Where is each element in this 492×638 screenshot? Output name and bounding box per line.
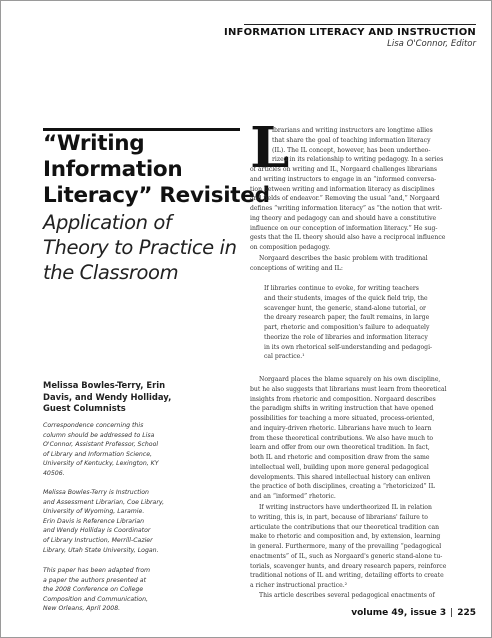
drop-cap: L	[250, 115, 290, 181]
author-bios	[43, 488, 233, 555]
sidebar-line: University of Kentucky, Lexington, KY	[43, 460, 159, 468]
quote-line: part, rhetoric and composition's failure to adequately	[264, 324, 430, 331]
body-line: possibilities for teaching a more situated, process-oriented,	[250, 415, 435, 422]
body-line: and writing instructors to engage in an “informed conversa-	[250, 175, 437, 183]
body-line: from these theoretical contributions. We also have much to	[250, 434, 434, 442]
author-line: Davis, and Wendy Holliday,	[43, 391, 172, 402]
body-paragraph-2	[250, 254, 476, 274]
quote-line: scavenger hunt, the generic, stand-alone tutorial, or	[264, 304, 426, 312]
body-line: ibrarians and writing instructors are longtime allies	[272, 127, 433, 134]
body-line: in general. Furthermore, many of the prevailing “pedagogical	[250, 543, 442, 550]
body-line: Norgaard places the blame squarely on his own discipline,	[259, 376, 441, 383]
body-line: developments. This shared intellectual history can enliven	[250, 473, 431, 481]
title-line: “Writing	[43, 131, 145, 156]
sidebar-line: Melissa Bowles-Terry is Instruction	[43, 489, 149, 496]
body-paragraph-5	[250, 591, 476, 601]
article-title	[43, 131, 270, 209]
body-line: traditional notions of IL and writing, detailing efforts to create	[250, 572, 444, 580]
sidebar-line: O'Connor, Assistant Professor, School	[43, 441, 159, 449]
sidebar-line: the 2008 Conference on College	[43, 586, 144, 594]
footer-separator: |	[450, 608, 454, 618]
body-line: gests that the IL theory should also have a reciprocal influence	[250, 234, 446, 242]
header-rule	[244, 24, 476, 25]
sidebar-line: New Orleans, April 2008.	[43, 605, 121, 613]
body-line: This article describes several pedagogical enactments of	[259, 592, 435, 599]
body-line: enactments” of IL, such as Norgaard's generic stand-alone tu-	[250, 552, 443, 560]
column-editor: Lisa O'Connor, Editor	[387, 39, 476, 49]
body-line: articulate the contributions that our theoretical tradition can	[250, 523, 440, 531]
author-line: Guest Columnists	[43, 403, 126, 413]
subtitle-line: Application of	[43, 211, 172, 234]
body-line: that share the goal of teaching information literacy	[272, 136, 431, 144]
body-line: influence on our conception of information literacy.” He sug-	[250, 224, 438, 232]
body-line: the practice of both disciplines, creating a “rhetoricized” IL	[250, 483, 435, 491]
quote-line: in its own rhetorical self-understanding and pedagogi-	[264, 343, 433, 351]
quote-line: theorize the role of libraries and information literacy	[264, 333, 428, 341]
subtitle-line: the Classroom	[43, 261, 179, 284]
sidebar-line: Correspondence concerning this	[43, 422, 144, 429]
sidebar-line: Composition and Communication,	[43, 595, 148, 603]
body-line: of articles on writing and IL, Norgaard challenges librarians	[250, 166, 438, 173]
correspondence-note	[43, 421, 233, 479]
body-line: ing theory and pedagogy can and should have a constitutive	[250, 214, 437, 222]
body-line: If writing instructors have undertheorized IL in relation	[259, 504, 432, 511]
sidebar-line: Erin Davis is Reference Librarian	[43, 517, 145, 525]
body-line: and inquiry-driven rhetoric. Librarians have much to learn	[250, 424, 432, 432]
body-line: and an “informed” rhetoric.	[250, 493, 336, 500]
quote-line: If libraries continue to evoke, for writing teachers	[264, 285, 419, 292]
body-line: and fields of endeavor.” Removing the usual “and,” Norgaard	[250, 195, 440, 203]
sidebar-line: column should be addressed to Lisa	[43, 431, 155, 439]
sidebar-line: and Wendy Holliday is Coordinator	[43, 527, 151, 535]
sidebar-line: of Library and Information Science,	[43, 450, 152, 458]
body-line: torials, scavenger hunts, and dreary research papers, reinforce	[250, 562, 447, 570]
sidebar-line: University of Wyoming, Laramie.	[43, 508, 145, 516]
sidebar-line: a paper the authors presented at	[43, 576, 147, 584]
body-paragraph-1	[250, 115, 476, 253]
body-paragraph-4	[250, 503, 476, 591]
block-quote	[264, 284, 464, 362]
quote-line: and their students, images of the quick field trip, the	[264, 294, 428, 302]
author-line: Melissa Bowles-Terry, Erin	[43, 380, 166, 390]
author-byline	[43, 380, 233, 415]
body-line: a richer instructional practice.²	[250, 582, 348, 589]
body-line: conceptions of writing and IL:	[250, 264, 343, 272]
quote-line: the dreary research paper, the fault remains, in large	[264, 314, 430, 322]
sidebar-line: 40506.	[43, 469, 65, 477]
body-line: on composition pedagogy.	[250, 244, 331, 251]
article-subtitle	[43, 210, 258, 285]
body-line: but he also suggests that librarians must learn from theoretical	[250, 385, 447, 393]
body-line: defines “writing information literacy” as “the notion that writ-	[250, 205, 443, 212]
sidebar-line: Library, Utah State University, Logan.	[43, 546, 159, 554]
title-line: Literacy” Revisited	[43, 183, 270, 208]
body-line: make to rhetoric and composition and, by extension, learning	[250, 533, 441, 541]
subtitle-line: Theory to Practice in	[43, 236, 237, 259]
sidebar-line: of Library Instruction, Merrill-Cazier	[43, 536, 153, 544]
body-line: Norgaard describes the basic problem with traditional	[259, 255, 428, 262]
body-line: to writing, this is, in part, because of librarians' failure to	[250, 513, 428, 521]
page-number: 225	[457, 608, 476, 618]
issue-label: volume 49, issue 3	[351, 608, 447, 618]
page-footer	[351, 608, 476, 618]
body-line: both IL and rhetoric and composition draw from the same	[250, 454, 430, 461]
quote-line: cal practice.¹	[264, 353, 305, 361]
body-line: the paradigm shifts in writing instruction that have opened	[250, 405, 434, 413]
sidebar-line: and Assessment Librarian, Coe Library,	[43, 498, 165, 506]
body-line: insights from rhetoric and composition. Norgaard describes	[250, 395, 436, 403]
adaptation-note	[43, 566, 233, 614]
body-line: learn and offer from our own theoretical tradition. In fact,	[250, 444, 430, 452]
body-paragraph-3	[250, 375, 476, 502]
title-line: Information	[43, 157, 183, 182]
body-line: intellectual well, building upon more general pedagogical	[250, 463, 429, 471]
column-section-title: INFORMATION LITERACY AND INSTRUCTION	[224, 27, 476, 38]
body-line: (IL). The IL concept, however, has been undertheo-	[272, 146, 431, 154]
body-line: tion between writing and information literacy as disciplines	[250, 185, 435, 193]
body-line: rized in its relationship to writing pedagogy. In a series	[272, 156, 444, 164]
sidebar-line: This paper has been adapted from	[43, 567, 151, 574]
